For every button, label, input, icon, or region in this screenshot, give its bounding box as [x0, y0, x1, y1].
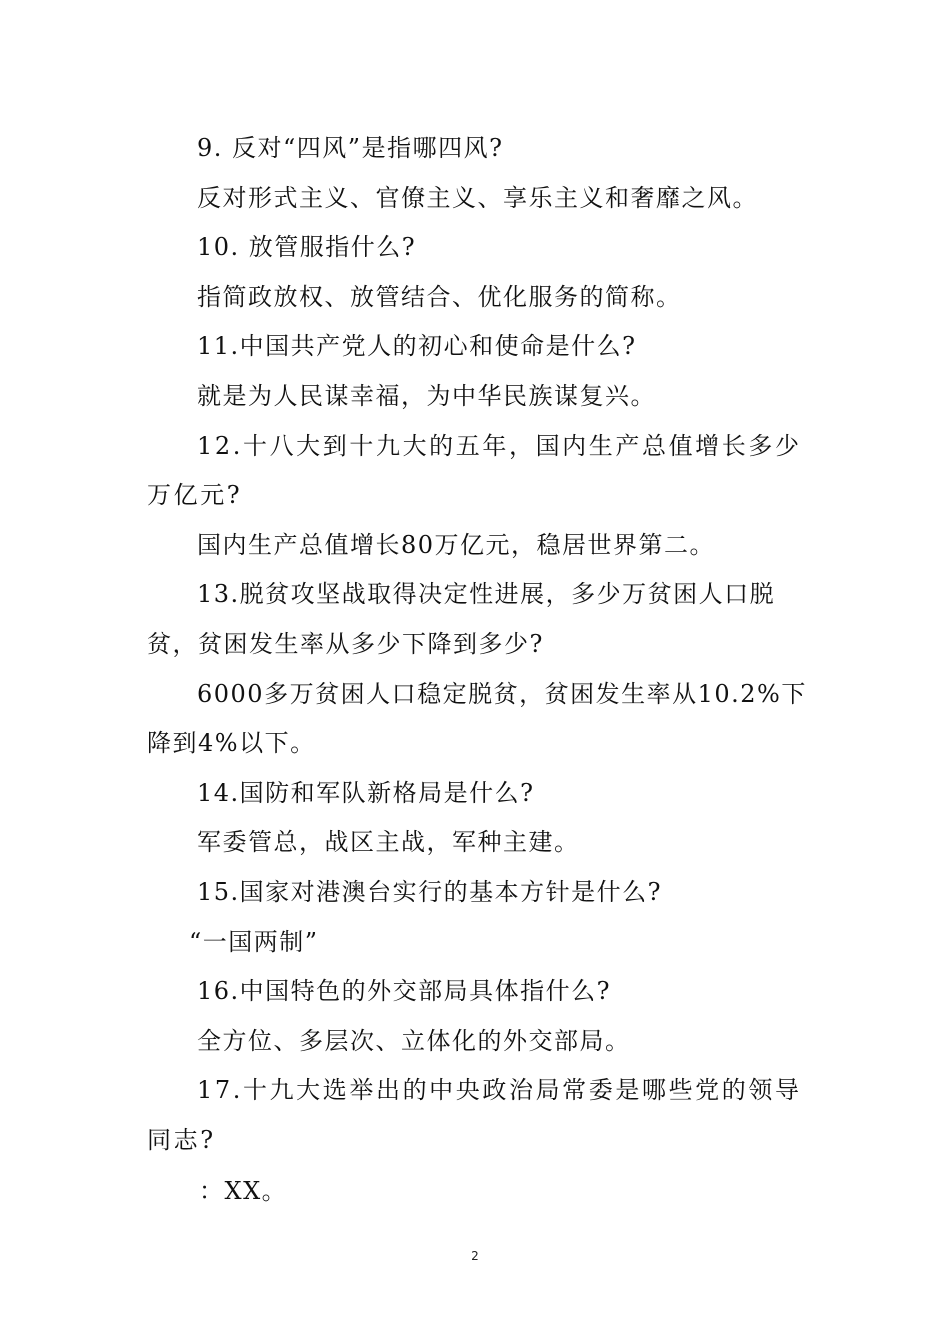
- answer-11: 就是为人民谋幸福，为中华民族谋复兴。: [197, 381, 656, 410]
- answer-14: 军委管总，战区主战，军种主建。: [197, 828, 580, 857]
- document-body: [147, 124, 807, 1217]
- answer-12: 国内生产总值增长80万亿元，稳居世界第二。: [197, 530, 716, 559]
- answer-17: ：XX。: [199, 1177, 288, 1206]
- question-14: 14.国防和军队新格局是什么?: [197, 778, 535, 807]
- question-12: 12.十八大到十九大的五年，国内生产总值增长多少万亿元?: [147, 431, 802, 510]
- question-10: 10. 放管服指什么?: [197, 233, 417, 262]
- answer-10: 指简政放权、放管结合、优化服务的简称。: [197, 282, 682, 311]
- page-number: 2: [471, 1249, 479, 1263]
- question-11: 11.中国共产党人的初心和使命是什么?: [197, 332, 637, 361]
- answer-16: 全方位、多层次、立体化的外交部局。: [197, 1026, 631, 1055]
- question-16: 16.中国特色的外交部局具体指什么?: [197, 977, 612, 1006]
- question-17: 17.十九大选举出的中央政治局常委是哪些党的领导同志?: [147, 1076, 802, 1154]
- answer-9: 反对形式主义、官僚主义、享乐主义和奢靡之风。: [197, 183, 758, 212]
- question-9: 9. 反对“四风”是指哪四风?: [197, 134, 504, 162]
- question-15: 15.国家对港澳台实行的基本方针是什么?: [197, 877, 663, 906]
- question-13: 13.脱贫攻坚战取得决定性进展，多少万贫困人口脱贫，贫困发生率从多少下降到多少?: [147, 580, 776, 658]
- answer-15: “一国两制”: [189, 927, 319, 956]
- answer-13: 6000多万贫困人口稳定脱贫，贫困发生率从10.2%下降到4%以下。: [147, 679, 807, 758]
